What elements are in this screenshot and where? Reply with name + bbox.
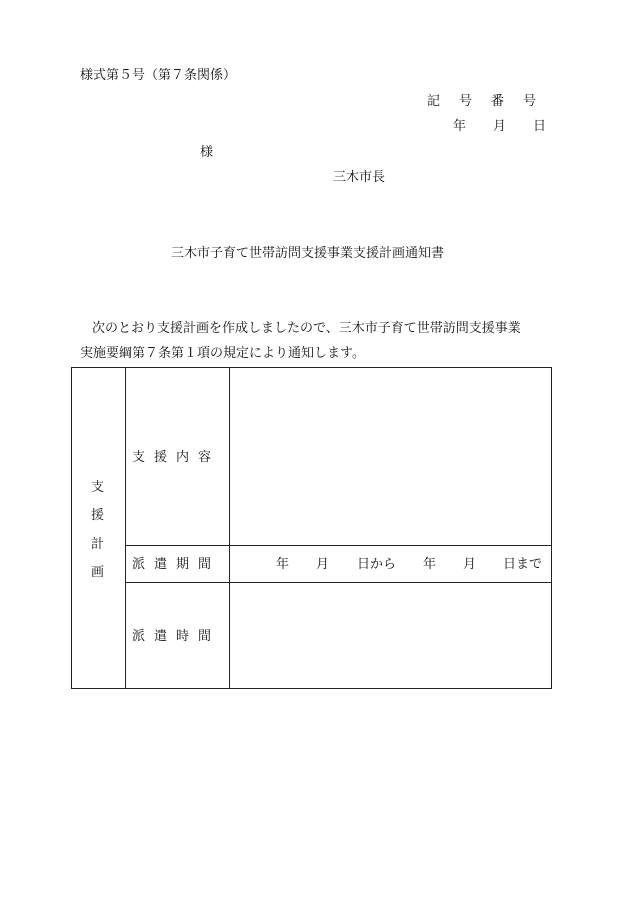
support-content-field[interactable]	[230, 368, 551, 545]
period-end-month: 月	[463, 557, 477, 572]
row-label-dispatch-period: 派遣期間	[132, 557, 221, 572]
section-label-char: 計	[91, 537, 105, 552]
row-label-dispatch-time: 派遣時間	[132, 629, 221, 644]
period-end-year: 年	[423, 557, 437, 572]
body-text-line-2: 実施要綱第７条第１項の規定により通知します。	[80, 346, 365, 361]
form-number: 様式第５号（第７条関係）	[80, 68, 237, 83]
row-label-support-content: 支援内容	[132, 450, 221, 465]
section-label-char: 援	[91, 508, 105, 523]
period-start-year: 年	[276, 557, 290, 572]
issue-date-day: 日	[533, 119, 547, 134]
body-text-line-1: 次のとおり支援計画を作成しましたので、三木市子育て世帯訪問支援事業	[92, 321, 521, 336]
table-divider	[125, 367, 126, 689]
issuer-name: 三木市長	[333, 170, 386, 185]
table-divider	[125, 545, 552, 546]
issue-date-year: 年	[453, 119, 467, 134]
dispatch-time-field[interactable]	[230, 583, 551, 688]
issue-date-month: 月	[493, 119, 507, 134]
period-start-day: 日から	[357, 557, 397, 572]
section-label-char: 画	[91, 565, 105, 580]
addressee-honorific: 様	[200, 145, 214, 160]
period-end-day: 日まで	[503, 557, 543, 572]
document-title: 三木市子育て世帯訪問支援事業支援計画通知書	[171, 246, 445, 261]
section-label-char: 支	[91, 480, 105, 495]
period-start-month: 月	[316, 557, 330, 572]
registration-number-label: 記号番号	[427, 94, 556, 109]
